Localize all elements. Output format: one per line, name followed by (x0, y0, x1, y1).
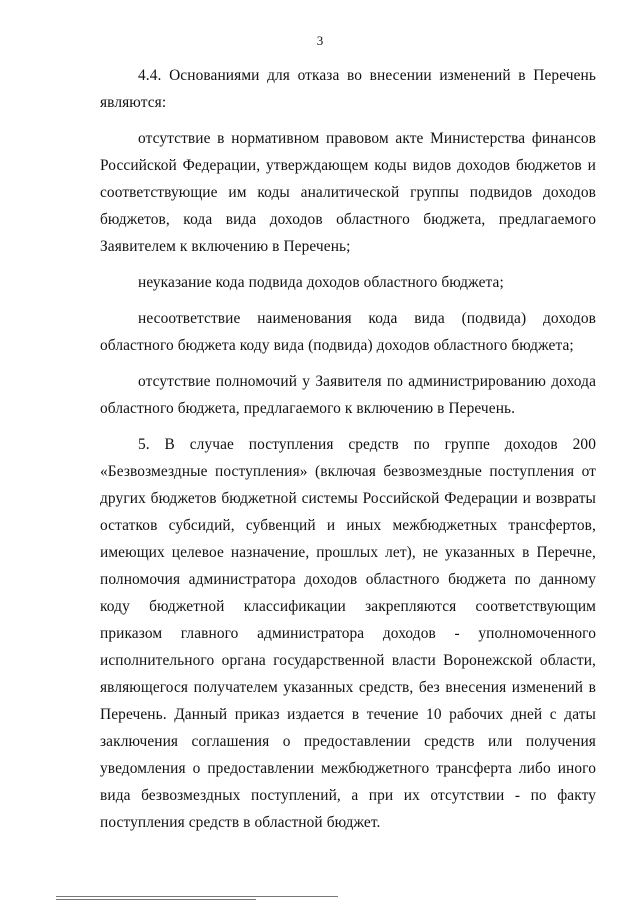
paragraph-reason-no-code-in-act: отсутствие в нормативном правовом акте Министерства финансов Российской Федерации, утверждающем коды видов доходов бюджетов и соответствующие им коды аналитической группы подвидов доходов бюджетов, кода вида доходов областного бюджета, предлагаемого Заявителем к включению в Перечень; (100, 130, 596, 255)
paragraph-reason-name-mismatch: несоответствие наименования кода вида (подвида) доходов областного бюджета коду вида (подвида) доходов областного бюджета; (100, 310, 596, 354)
footer-rule (56, 896, 338, 897)
page-number: 3 (316, 33, 324, 48)
document-body (100, 62, 596, 836)
paragraph-reason-no-subtype-code: неуказание кода подвида доходов областного бюджета; (138, 274, 504, 291)
paragraph-reason-no-authority: отсутствие полномочий у Заявителя по администрированию дохода областного бюджета, предлагаемого к включению в Перечень. (100, 373, 596, 417)
paragraph-5-gratuitous-receipts: 5. В случае поступления средств по группе доходов 200 «Безвозмездные поступления» (включая безвозмездные поступления от других бюджетов бюджетной системы Российской Федерации и возвраты остатков субсидий, субвенций и иных межбюджетных трансфертов, имеющих целевое назначение, прошлых лет), не указанных в Перечне, полномочия администратора доходов областного бюджета по данному коду бюджетной классификации закрепляются соответствующим приказом главного администратора доходов - уполномоченного исполнительного органа государственной власти Воронежской области, являющегося получателем указанных средств, без внесения изменений в Перечень. Данный приказ издается в течение 10 рабочих дней с даты заключения соглашения о предоставлении средств или получения уведомления о предоставлении межбюджетного трансферта либо иного вида безвозмездных поступлений, а при их отсутствии - по факту поступления средств в областной бюджет. (100, 436, 596, 831)
footer-rule-secondary (56, 899, 256, 900)
paragraph-4-4-heading: 4.4. Основаниями для отказа во внесении изменений в Перечень являются: (100, 67, 596, 111)
